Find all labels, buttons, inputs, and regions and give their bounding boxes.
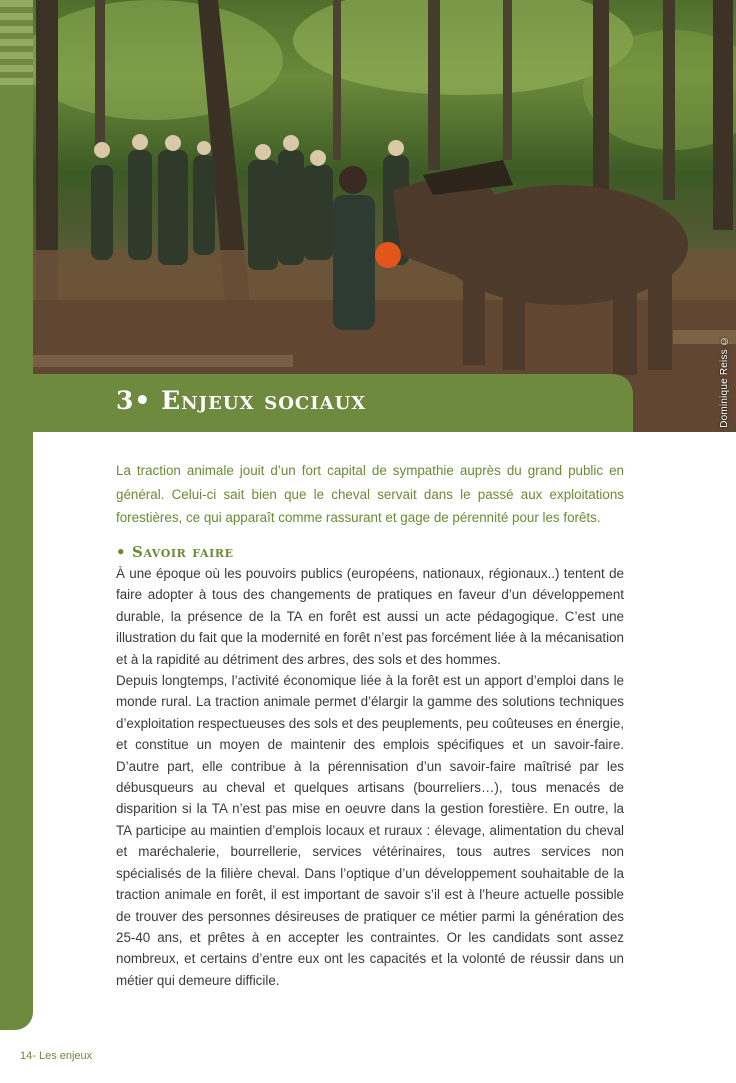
page-footer: 14- Les enjeux xyxy=(20,1050,93,1062)
forest-horse-photo xyxy=(33,0,736,432)
body-paragraph-2: Depuis longtemps, l’activité économique liée à la forêt est un apport d’emploi dans le monde rural. La traction animale permet d’élargir la gamme des solutions techniques d’exploitation respectueuses des sols et des peuplements, peu coûteuses en énergie, et constitue un moyen de maintenir des emplois spécifiques et un savoir-faire. D’autre part, elle contribue à la pérennisation d’un savoir-faire maîtrisé par les débusqueurs au cheval et quelques artisans (bourreliers…), tous menacés de disparition si la TA n’est pas mise en oeuvre dans la gestion forestière. En outre, la TA participe au maintien d’emplois locaux et ruraux : élevage, alimentation du cheval et maréchalerie, bourrellerie, services vétérinaires, tous autres services non spécialisés de la filière cheval. Dans l’optique d’un développement souhaitable de la traction animale en forêt, il est important de savoir s’il est à l’heure actuelle possible de trouver des personnes désireuses de pratiquer ce métier parmi la génération des 25-40 ans, et prêtes à en accepter les contraintes. Or les candidats sont assez nombreux, et certains d’entre eux ont les capacités et la volonté de réussir dans un métier qui demeure difficile. xyxy=(116,673,624,988)
intro-paragraph: La traction animale jouit d’un fort capital de sympathie auprès du grand public en général. Celui-ci sait bien que le cheval servait dans le passé aux exploitations forestières, ce qui apparaît comme rassurant et gage de pérennité pour les forêts. xyxy=(116,463,624,525)
body-text xyxy=(116,563,624,991)
photo-credit: Dominique Reiss © xyxy=(719,335,730,428)
subsection-heading: • Savoir faire xyxy=(116,543,234,561)
decorative-stripes xyxy=(0,0,33,92)
section-title: 3• Enjeux sociaux xyxy=(116,386,367,415)
body-paragraph-1: À une époque où les pouvoirs publics (européens, nationaux, régionaux..) tentent de faire adopter à tous des changements de pratiques en faveur d’un développement durable, la présence de la TA en forêt est aussi un acte pédagogique. C’est une illustration du fait que la modernité en forêt n’est pas forcément liée à la mécanisation et à la rapidité au détriment des arbres, des sols et des hommes. xyxy=(116,566,624,667)
left-accent-band xyxy=(0,0,33,1030)
